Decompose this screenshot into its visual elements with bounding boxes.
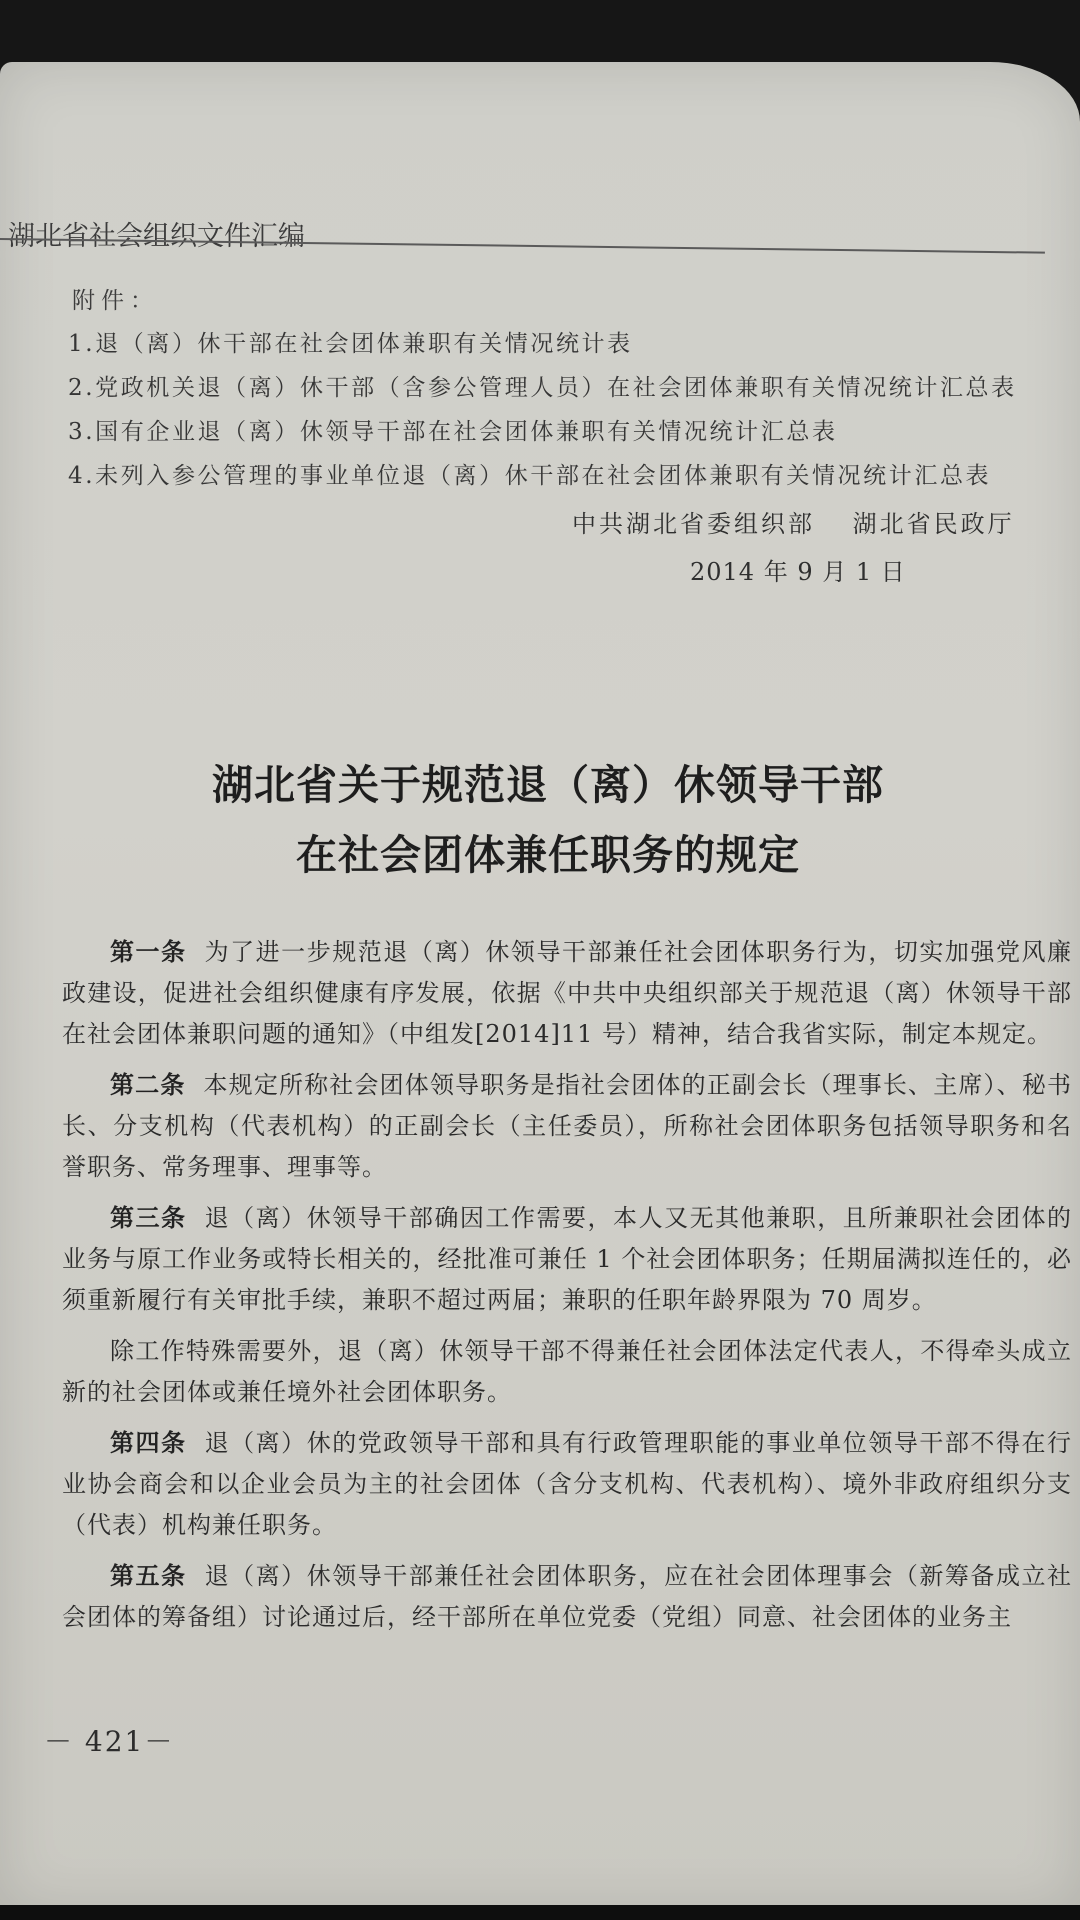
annex-item: 2.党政机关退（离）休干部（含参公管理人员）在社会团体兼职有关情况统计汇总表 [68,375,1017,401]
page-bottom-edge [0,1905,1080,1920]
article-paragraph [62,1198,1072,1321]
article-text: 退（离）休领导干部确因工作需要，本人又无其他兼职，且所兼职社会团体的业务与原工作业务或特长相关的，经批准可兼任 1 个社会团体职务；任期届满拟连任的，必须重新履行有关审批手续，兼职不超过两届；兼职的任职年龄界限为 70 周岁。 [62,1204,1073,1314]
article-label: 第五条 [110,1562,187,1590]
article-text: 除工作特殊需要外，退（离）休领导干部不得兼任社会团体法定代表人，不得牵头成立新的社会团体或兼任境外社会团体职务。 [62,1337,1072,1406]
article-text: 退（离）休领导干部兼任社会团体职务，应在社会团体理事会（新筹备成立社会团体的筹备组）讨论通过后，经干部所在单位党委（党组）同意、社会团体的业务主 [62,1562,1073,1631]
annex-list [68,322,1017,498]
article-text: 退（离）休的党政领导干部和具有行政管理职能的事业单位领导干部不得在行业协会商会和以企业会员为主的社会团体（含分支机构、代表机构）、境外非政府组织分支（代表）机构兼任职务。 [62,1429,1073,1539]
article-text: 本规定所称社会团体领导职务是指社会团体的正副会长（理事长、主席）、秘书长、分支机构（代表机构）的正副会长（主任委员），所称社会团体职务包括领导职务和名誉职务、常务理事、理事等。 [62,1071,1073,1181]
article-paragraph [62,1065,1072,1188]
signature-orgs: 中共湖北省委组织部 湖北省民政厅 [572,510,1015,538]
document-body [62,932,1072,1648]
article-paragraph [62,932,1072,1055]
annex-item: 3.国有企业退（离）休领导干部在社会团体兼职有关情况统计汇总表 [68,419,838,445]
article-label: 第四条 [110,1429,187,1457]
annex-item: 4.未列入参公管理的事业单位退（离）休干部在社会团体兼职有关情况统计汇总表 [68,463,992,489]
article-label: 第二条 [110,1071,186,1099]
document-title-line-2: 在社会团体兼任职务的规定 [296,831,800,879]
page-number: － 421－ [44,1725,175,1758]
article-label: 第三条 [110,1204,187,1232]
annex-label: 附件： [72,288,159,314]
document-title-line-1: 湖北省关于规范退（离）休领导干部 [212,761,884,809]
signature-date: 2014 年 9 月 1 日 [690,558,906,586]
running-head: 湖北省社会组织文件汇编 [8,221,305,252]
article-paragraph [62,1423,1072,1546]
annex-item: 1.退（离）休干部在社会团体兼职有关情况统计表 [68,331,633,357]
article-paragraph [62,1331,1072,1413]
article-paragraph [62,1556,1072,1638]
article-label: 第一条 [110,938,187,966]
article-text: 为了进一步规范退（离）休领导干部兼任社会团体职务行为，切实加强党风廉政建设，促进社会组织健康有序发展，依据《中共中央组织部关于规范退（离）休领导干部在社会团体兼职问题的通知》（中组发[2014]11 号）精神，结合我省实际，制定本规定。 [62,938,1073,1048]
